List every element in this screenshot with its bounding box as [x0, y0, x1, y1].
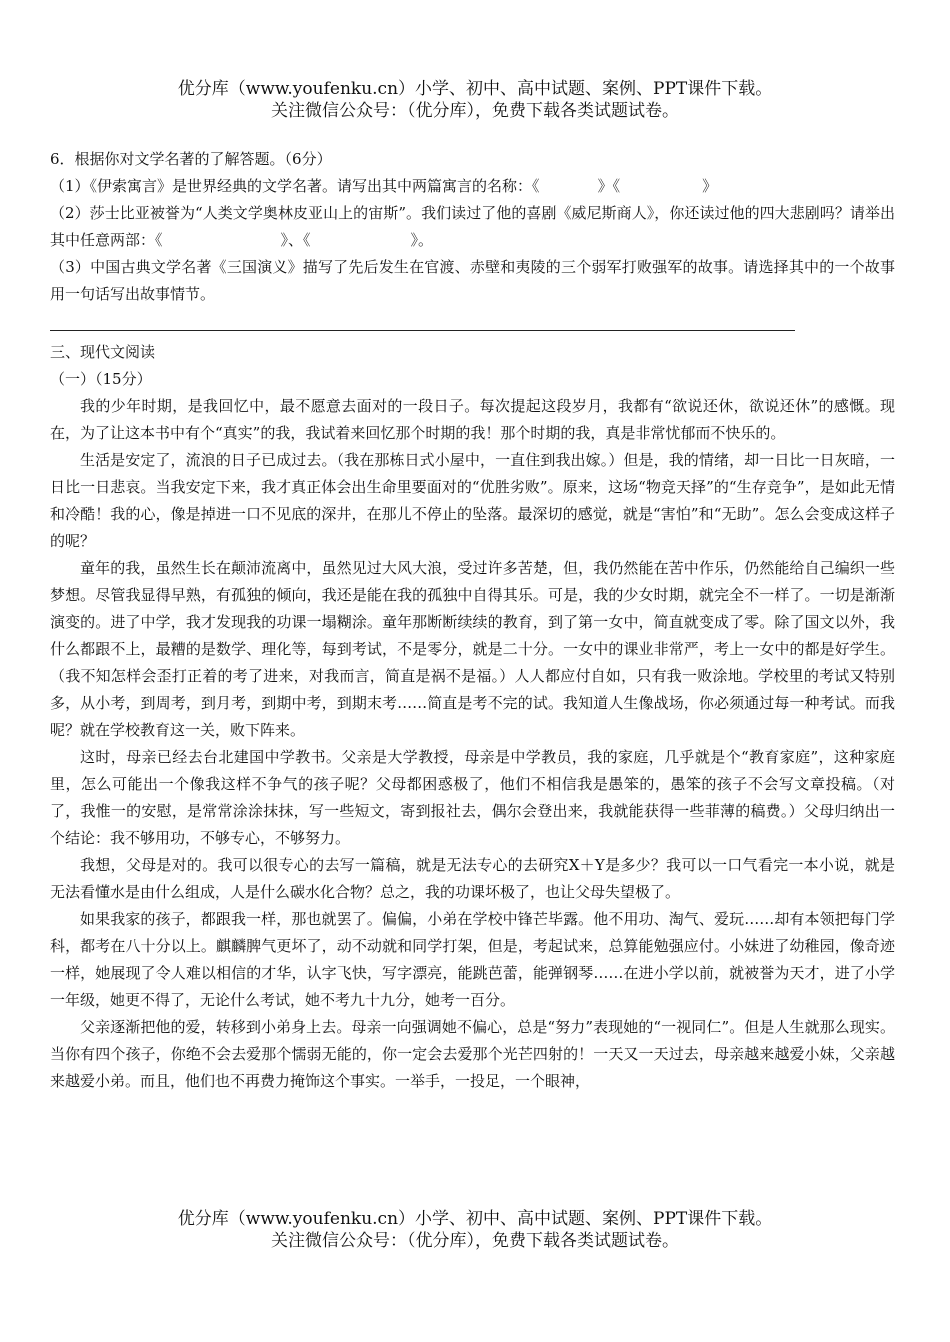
- question-6-title: 6．根据你对文学名著的了解答题。（6分）: [50, 150, 332, 168]
- passage-paragraph: 生活是安定了，流浪的日子已成过去。（我在那栋日式小屋中，一直住到我出嫁。）但是，我的情绪，却一日比一日灰暗，一日比一日悲哀。当我安定下来，我才真正体会出生命里要面对的“优胜劣败”。原来，这场“物竞天择”的“生存竞争”，是如此无情和冷酷！我的心，像是掉进一口不见底的深井，在那儿不停止的坠落。最深切的感觉，就是“害怕”和“无助”。怎么会变成这样子的呢？: [50, 451, 895, 550]
- header-line-1: 优分库（www.youfenku.cn）小学、初中、高中试题、案例、PPT课件下载。: [177, 79, 773, 99]
- part-1-text-b: 》《: [597, 177, 621, 195]
- part-1-text-c: 》: [702, 177, 718, 195]
- header-banner: [0, 78, 950, 122]
- question-6-part-2: [50, 200, 895, 254]
- header-line-2: 关注微信公众号：（优分库），免费下载各类试题试卷。: [271, 101, 679, 121]
- passage-paragraph: 这时，母亲已经去台北建国中学教书。父亲是大学教授，母亲是中学教员，我的家庭，几乎就是个“教育家庭”，这种家庭里，怎么可能出一个像我这样不争气的孩子呢？父母都困惑极了，他们不相信我是愚笨的，愚笨的孩子不会写文章投稿。（对了，我惟一的安慰，是常常涂涂抹抹，写一些短文，寄到报社去，偶尔会登出来，我就能获得一些菲薄的稿费。）父母归纳出一个结论：我不够用功，不够专心，不够努力。: [50, 748, 895, 847]
- question-6-part-1: [50, 173, 895, 200]
- question-6-part-3: （3）中国古典文学名著《三国演义》描写了先后发生在官渡、赤壁和夷陵的三个弱军打败强军的故事。请选择其中的一个故事用一句话写出故事情节。: [50, 258, 895, 303]
- passage-paragraph: 我的少年时期，是我回忆中，最不愿意去面对的一段日子。每次提起这段岁月，我都有“欲说还休，欲说还休”的感慨。现在，为了让这本书中有个“真实”的我，我试着来回忆那个时期的我！那个时期的我，真是非常忧郁而不快乐的。: [50, 397, 895, 442]
- part-2-text-c: 》。: [410, 231, 434, 249]
- part-1-text-a: （1）《伊索寓言》是世界经典的文学名著。请写出其中两篇寓言的名称：《: [50, 177, 540, 195]
- passage-title: （一）（15分）: [50, 370, 152, 388]
- footer-banner: [0, 1208, 950, 1252]
- part-2-text-b: 》、《: [280, 231, 311, 249]
- passage-paragraph: 如果我家的孩子，都跟我一样，那也就罢了。偏偏，小弟在学校中锋芒毕露。他不用功、淘气、爱玩……却有本领把每门学科，都考在八十分以上。麒麟脾气更坏了，动不动就和同学打架，但是，考起试来，总算能勉强应付。小妹进了幼稚园，像奇迹一样，她展现了令人难以相信的才华，认字飞快，写字漂亮，能跳芭蕾，能弹钢琴……在进小学以前，就被誉为天才，进了小学一年级，她更不得了，无论什么考试，她不考九十九分，她考一百分。: [50, 910, 895, 1009]
- footer-line-1: 优分库（www.youfenku.cn）小学、初中、高中试题、案例、PPT课件下载。: [177, 1209, 773, 1229]
- part-2-text-a: （2）莎士比亚被誉为“人类文学奥林皮亚山上的宙斯”。我们读过了他的喜剧《威尼斯商人》，你还读过他的四大悲剧吗？请举出其中任意两部：《: [50, 204, 895, 249]
- passage-paragraph: 我想，父母是对的。我可以很专心的去写一篇稿，就是无法专心的去研究X＋Y是多少？我可以一口气看完一本小说，就是无法看懂水是由什么组成，人是什么碳水化合物？总之，我的功课坏极了，也让父母失望极了。: [50, 856, 895, 901]
- passage-paragraph: 父亲逐渐把他的爱，转移到小弟身上去。母亲一向强调她不偏心，总是“努力”表现她的“一视同仁”。但是人生就那么现实。当你有四个孩子，你绝不会去爱那个懦弱无能的，你一定会去爱那个光芒四射的！一天又一天过去，母亲越来越爱小妹，父亲越来越爱小弟。而且，他们也不再费力掩饰这个事实。一举手，一投足，一个眼神，: [50, 1018, 895, 1090]
- document-body: [50, 146, 895, 1095]
- footer-line-2: 关注微信公众号：（优分库），免费下载各类试题试卷。: [271, 1231, 679, 1251]
- passage-paragraph: 童年的我，虽然生长在颠沛流离中，虽然见过大风大浪，受过许多苦楚，但，我仍然能在苦中作乐，仍然能给自己编织一些梦想。尽管我显得早熟，有孤独的倾向，我还是能在我的孤独中自得其乐。可是，我的少女时期，就完全不一样了。一切是渐渐演变的。进了中学，我才发现我的功课一塌糊涂。童年那断断续续的教育，到了第一女中，简直就变成了零。除了国文以外，我什么都跟不上，最糟的是数学、理化等，每到考试，不是零分，就是二十分。一女中的课业非常严，考上一女中的都是好学生。（我不知怎样会歪打正着的考了进来，对我而言，简直是祸不是福。）人人都应付自如，只有我一败涂地。学校里的考试又特别多，从小考，到周考，到月考，到期中考，到期末考……简直是考不完的试。我知道人生像战场，你必须通过每一种考试。而我呢？就在学校教育这一关，败下阵来。: [50, 559, 895, 739]
- section-title: 三、现代文阅读: [50, 343, 156, 361]
- answer-line[interactable]: [50, 330, 795, 331]
